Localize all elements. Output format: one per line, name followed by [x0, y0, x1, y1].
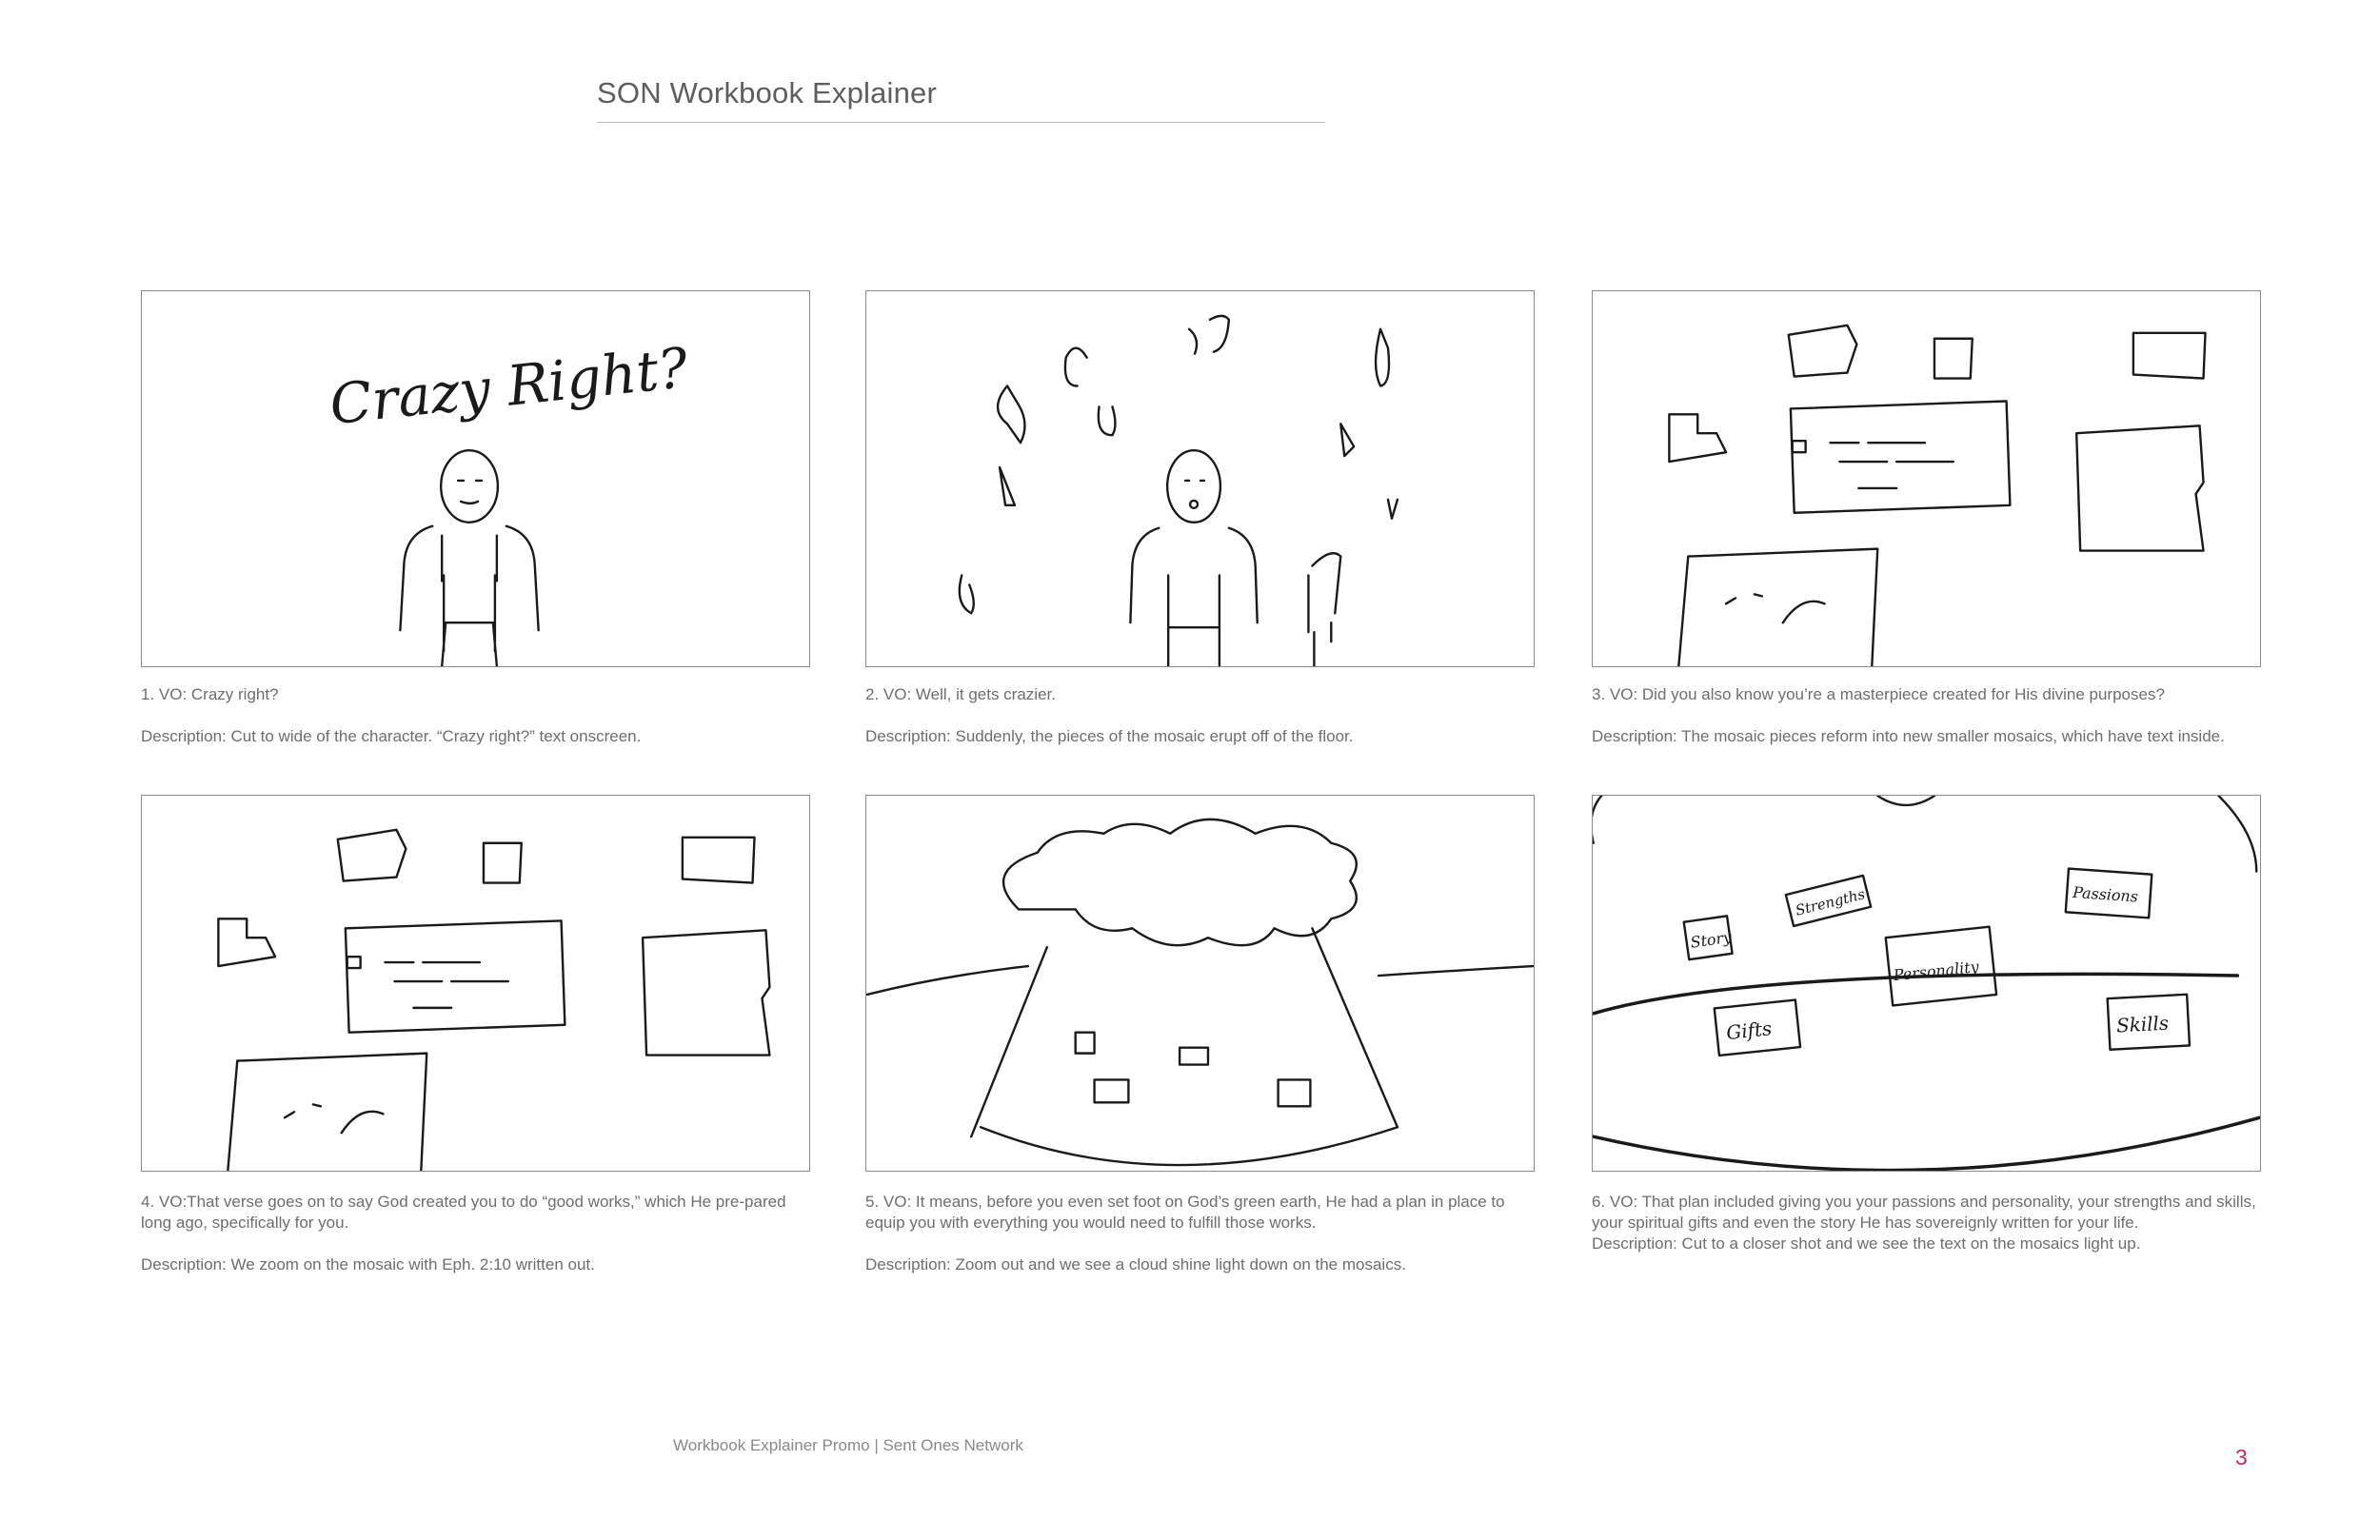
panel-6-description: Description: Cut to a closer shot and we see the text on the mosaics light up. [1592, 1234, 2141, 1253]
panel-2-description: Description: Suddenly, the pieces of the mosaic erupt off of the floor. [865, 727, 1354, 745]
sketch-label-personality: Personality [1892, 957, 1980, 985]
panel-5-caption [865, 1192, 1537, 1275]
storyboard-panel-3 [1592, 290, 2261, 667]
panel-2-caption [865, 684, 1537, 747]
panel-3-description: Description: The mosaic pieces reform into new smaller mosaics, which have text inside. [1592, 727, 2225, 745]
panel-1-caption [141, 684, 812, 747]
sketch-label-passions: Passions [2072, 882, 2139, 906]
sketch-mosaic-verse [142, 796, 809, 1171]
panel-4-vo: 4. VO:That verse goes on to say God created you to do “good works,” which He pre-pared long ago, specifically for you. [141, 1193, 786, 1232]
sketch-character-crazy-right [142, 291, 809, 666]
panel-6-caption [1592, 1192, 2263, 1254]
sketch-label-strengths: Strengths [1794, 885, 1867, 919]
sketch-label-story: Story [1689, 927, 1734, 952]
panel-3-caption [1592, 684, 2263, 747]
panel-4-caption [141, 1192, 812, 1275]
page-title: SON Workbook Explainer [597, 76, 1325, 123]
storyboard-panel-1 [141, 290, 810, 667]
panel-3-vo: 3. VO: Did you also know you’re a masterpiece created for His divine purposes? [1592, 685, 2165, 703]
panel-5-vo: 5. VO: It means, before you even set foot on God’s green earth, He had a plan in place to equip you with everything you would need to fulfill those works. [865, 1193, 1505, 1232]
panel-6-vo: 6. VO: That plan included giving you your passions and personality, your strengths and skills, your spiritual gifts and even the story He has sovereignly written for your life. [1592, 1193, 2256, 1232]
panel-1-vo: 1. VO: Crazy right? [141, 685, 279, 703]
page-number: 3 [2235, 1445, 2248, 1470]
sketch-smaller-mosaics [1593, 291, 2260, 666]
sketch-mosaic-pieces-erupt [866, 291, 1534, 666]
storyboard-panel-6 [1592, 795, 2261, 1172]
sketch-label-skills: Skills [2115, 1012, 2170, 1037]
panel-1-description: Description: Cut to wide of the character. “Crazy right?” text onscreen. [141, 727, 642, 745]
sketch-text-crazy-right: Crazy Right? [327, 335, 691, 438]
storyboard-panel-5 [865, 795, 1535, 1172]
footer-text: Workbook Explainer Promo | Sent Ones Network [673, 1436, 1023, 1454]
panel-5-description: Description: Zoom out and we see a cloud shine light down on the mosaics. [865, 1255, 1406, 1273]
sketch-label-gifts: Gifts [1725, 1017, 1774, 1045]
sketch-labeled-mosaics [1593, 796, 2260, 1171]
storyboard-panel-2 [865, 290, 1535, 667]
panel-4-description: Description: We zoom on the mosaic with Eph. 2:10 written out. [141, 1255, 595, 1273]
storyboard-panel-4 [141, 795, 810, 1172]
sketch-cloud-light [866, 796, 1534, 1171]
panel-2-vo: 2. VO: Well, it gets crazier. [865, 685, 1056, 703]
